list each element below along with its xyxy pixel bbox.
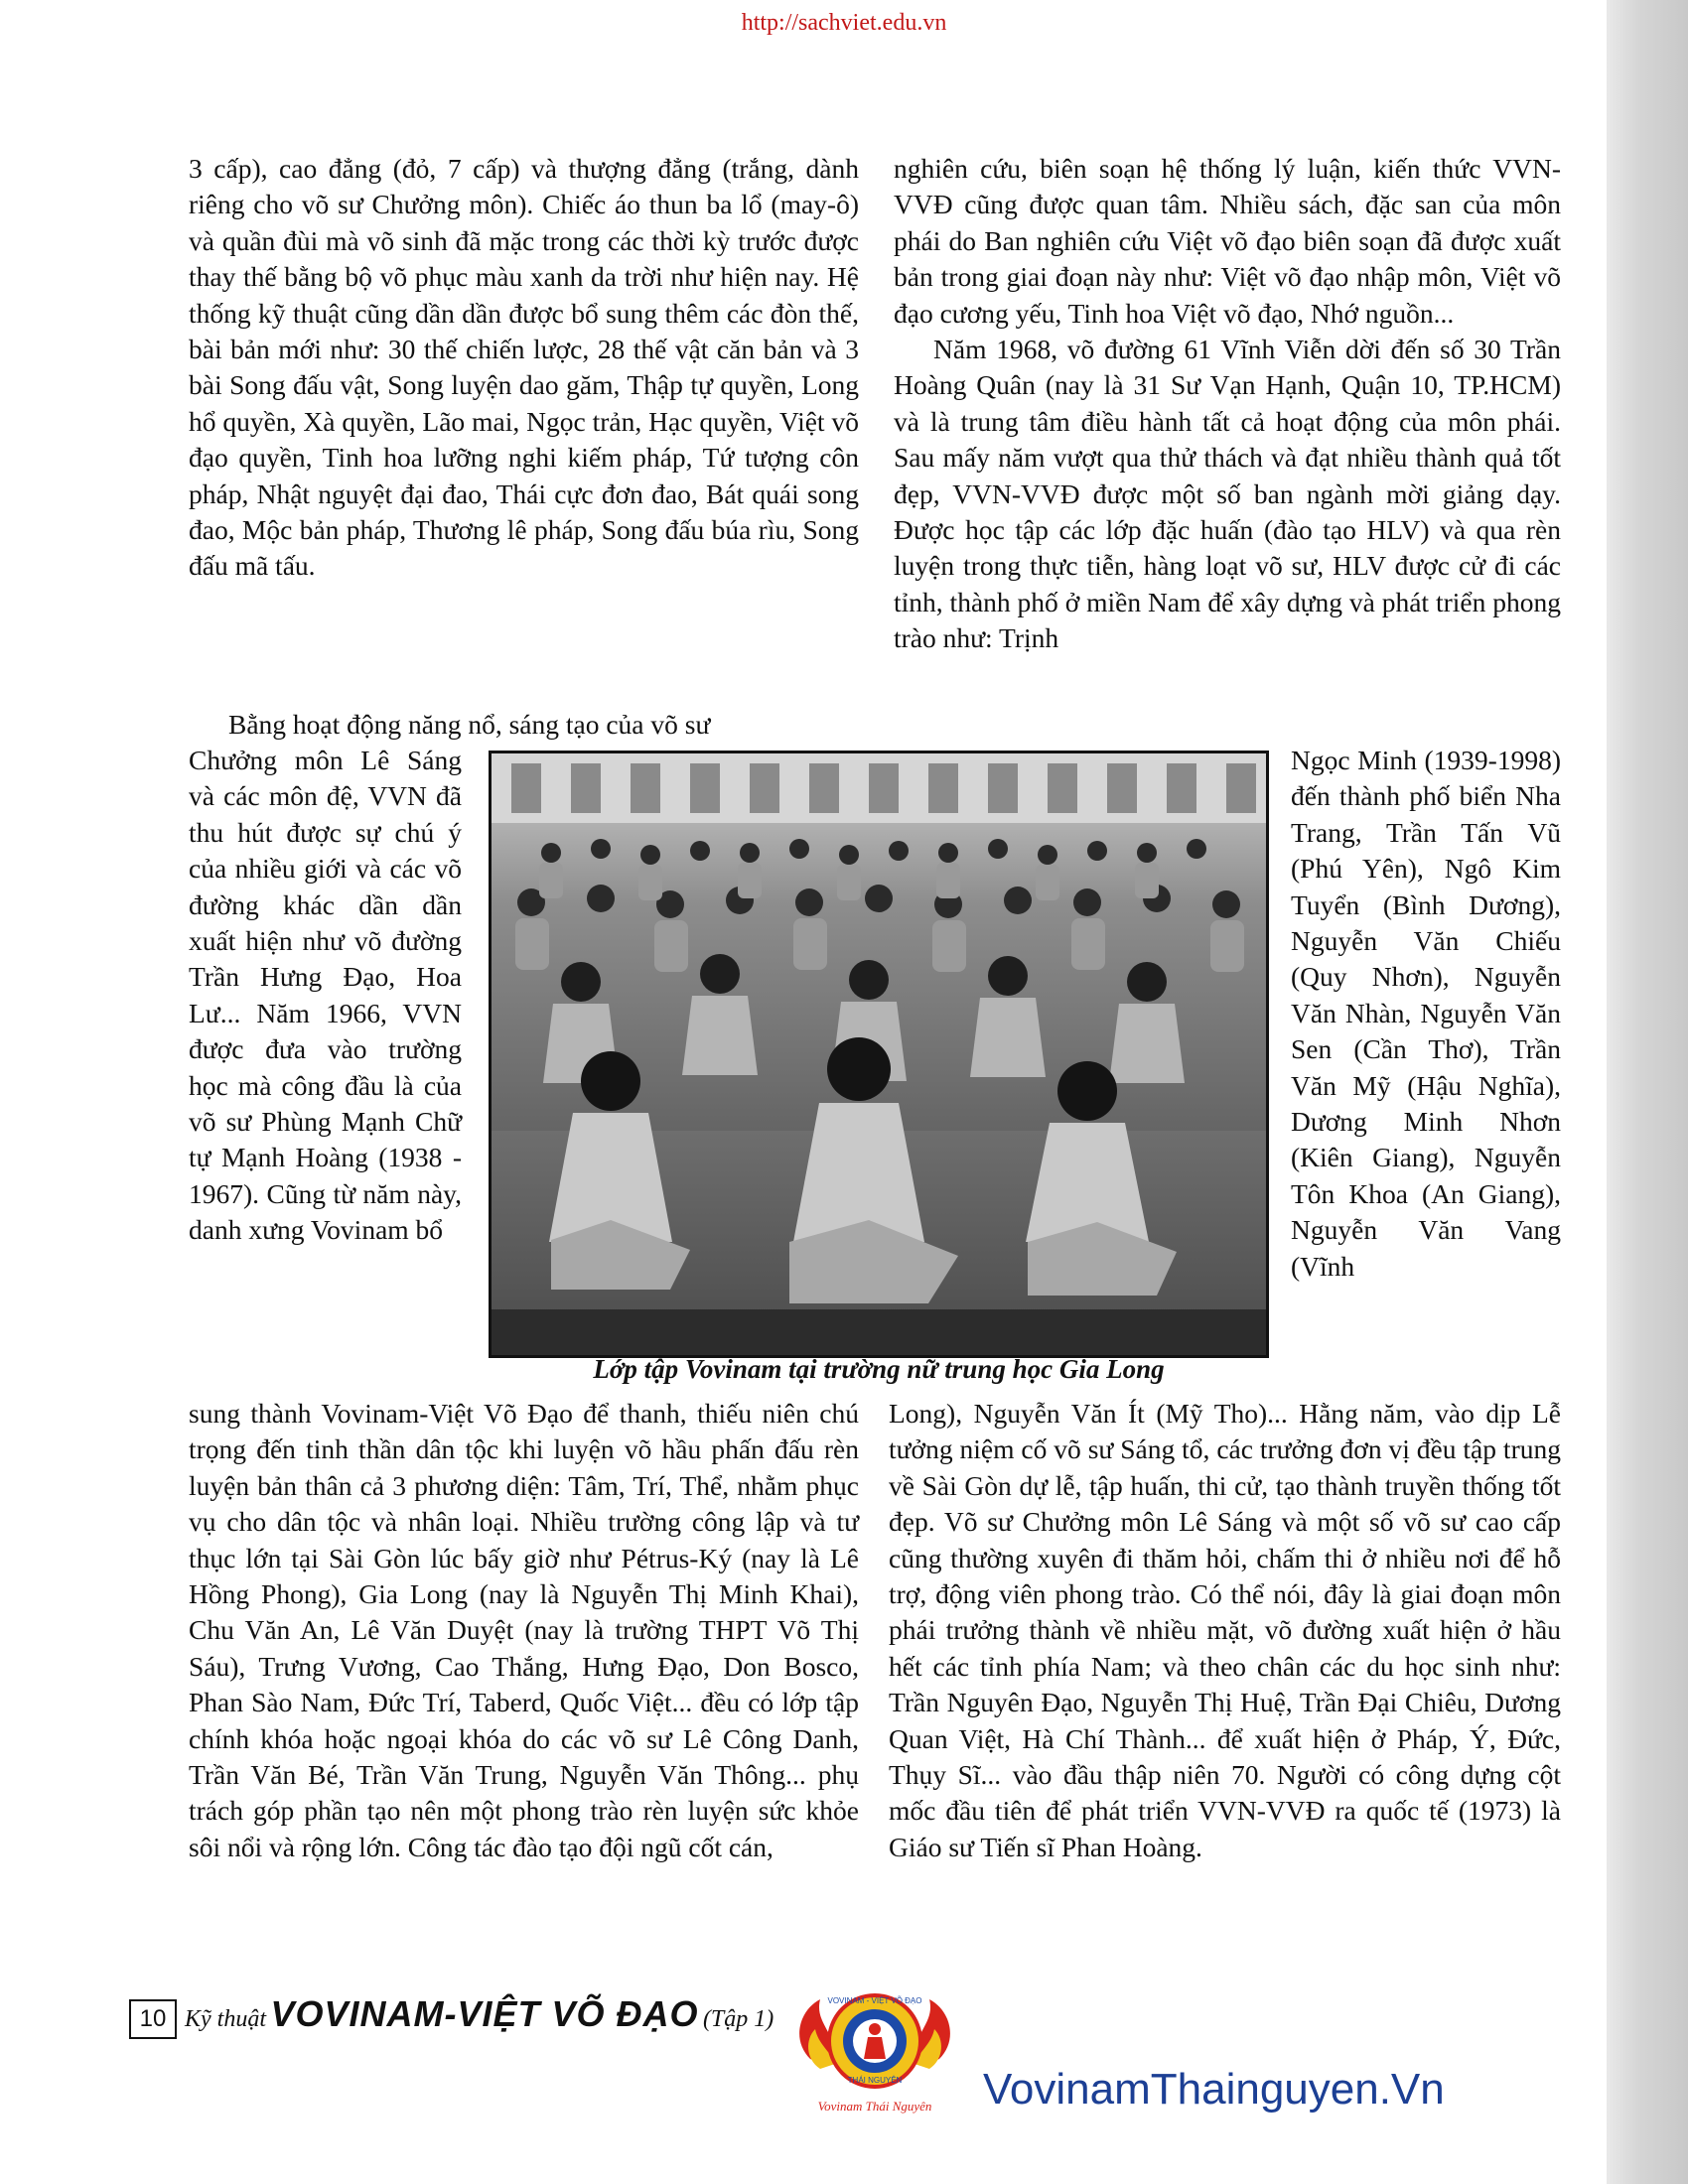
website-link[interactable]: VovinamThainguyen.Vn (983, 2065, 1445, 2114)
left-column-bottom (189, 1396, 859, 1865)
book-title-suffix: (Tập 1) (702, 2006, 774, 2032)
left-column-top (189, 151, 859, 585)
right-paragraph-2: Năm 1968, võ đường 61 Vĩnh Viễn dời đến số 30 Trần Hoàng Quân (nay là 31 Sư Vạn Hạnh, Quận 10, TP.HCM) và là trung tâm điều hành tất cả hoạt động của môn phái. Sau mấy năm vượt qua thử thách và đạt nhiều thành quả tốt đẹp, VVN-VVĐ được một số ban ngành mời giảng dạy. Được học tập các lớp đặc huấn (đào tạo HLV) và qua rèn luyện trong thực tiễn, hàng loạt võ sư, HLV được cử đi các tỉnh, thành phố ở miền Nam để xây dựng và phát triển phong trào như: Trịnh (894, 334, 1561, 654)
right-paragraph-wrap: Ngọc Minh (1939-1998) đến thành phố biển Nha Trang, Trần Tấn Vũ (Phú Yên), Ngô Kim Tuyển (Bình Dương), Nguyễn Văn Chiếu (Quy Nhơn), Nguyễn Văn Nhàn, Nguyễn Văn Sen (Cần Thơ), Trần Văn Mỹ (Hậu Nghĩa), Dương Minh Nhơn (Kiên Giang), Nguyễn Tôn Khoa (An Giang), Nguyễn Văn Vang (Vĩnh (1291, 745, 1561, 1282)
left-paragraph-2-rest: sung thành Vovinam-Việt Võ Đạo để thanh, thiếu niên chú trọng đến tinh thần dân tộc khi luyện võ hầu phấn đấu rèn luyện bản thân cả 3 phương diện: Tâm, Trí, Thể, nhằm phục vụ cho dân tộc và nhân loại. Nhiều trường công lập và tư thục lớn tại Sài Gòn lúc bấy giờ như Pétrus-Ký (nay là Lê Hồng Phong), Gia Long (nay là Nguyễn Thị Minh Khai), Chu Văn An, Lê Văn Duyệt (nay là trường THPT Võ Thị Sáu), Trưng Vương, Cao Thắng, Hưng Đạo, Don Bosco, Phan Sào Nam, Đức Trí, Taberd, Quốc Việt... đều có lớp tập chính khóa hoặc ngoại khóa do các võ sư Lê Công Danh, Trần Văn Bé, Trần Văn Trung, Nguyễn Văn Thông... phụ trách góp phần tạo nên một phong trào rèn luyện sức khỏe sôi nổi và rộng lớn. Công tác đào tạo đội ngũ cốt cán, (189, 1398, 859, 1862)
page-number: 10 (129, 1999, 177, 2039)
book-title-prefix: Kỹ thuật (185, 2006, 266, 2032)
right-paragraph-rest: Long), Nguyễn Văn Ít (Mỹ Tho)... Hằng năm, vào dịp Lễ tưởng niệm cố võ sư Sáng tổ, các trưởng đơn vị đều tập trung về Sài Gòn dự lễ, tập huấn, thi cử, tạo thành truyền thống tốt đẹp. Võ sư Chưởng môn Lê Sáng và một số võ sư cao cấp cũng thường xuyên đi thăm hỏi, chấm thi ở nhiều nơi để hỗ trợ, động viên phong trào. Có thể nói, đây là giai đoạn môn phái trưởng thành về nhiều mặt, võ đường xuất hiện ở hầu hết các tỉnh phía Nam; và theo chân các du học sinh như: Trần Nguyên Đạo, Nguyễn Thị Huệ, Trần Đại Chiêu, Dương Quan Việt, Hà Chí Thành... để xuất hiện ở Pháp, Ý, Đức, Thụy Sĩ... vào đầu thập niên 70. Người có công dựng cột mốc đầu tiên để phát triển VVN-VVĐ ra quốc tế (1973) là Giáo sư Tiến sĩ Phan Hoàng. (889, 1398, 1561, 1862)
left-column-para2-lead (189, 707, 859, 743)
left-paragraph-1: 3 cấp), cao đẳng (đỏ, 7 cấp) và thượng đẳng (trắng, dành riêng cho võ sư Chưởng môn). Chiếc áo thun ba lổ (may-ô) và quần đùi mà võ sinh đã mặc trong các thời kỳ trước được thay thế bằng bộ võ phục màu xanh da trời như hiện nay. Hệ thống kỹ thuật cũng dần dần được bổ sung thêm các đòn thế, bài bản mới như: 30 thế chiến lược, 28 thế vật căn bản và 3 bài Song đấu vật, Song luyện dao găm, Thập tự quyền, Long hổ quyền, Xà quyền, Lão mai, Ngọc trản, Hạc quyền, Việt võ đạo quyền, Tinh hoa lưỡng nghi kiếm pháp, Tứ tượng côn pháp, Nhật nguyệt đại đao, Thái cực đơn đao, Bát quái song đao, Mộc bản pháp, Thương lê pháp, Song đấu búa rìu, Song đấu mã tấu. (189, 153, 859, 582)
logo-ring-text: VOVINAM - VIỆT VÕ ĐẠO (827, 1996, 922, 2005)
right-paragraph-1: nghiên cứu, biên soạn hệ thống lý luận, kiến thức VVN-VVĐ cũng được quan tâm. Nhiều sách, đặc san của môn phái do Ban nghiên cứu Việt võ đạo biên soạn đã được xuất bản trong giai đoạn này như: Việt võ đạo nhập môn, Việt võ đạo cương yếu, Tinh hoa Việt võ đạo, Nhớ nguồn... (894, 153, 1561, 329)
photo-caption: Lớp tập Vovinam tại trường nữ trung học Gia Long (593, 1354, 1165, 1384)
vovinam-logo-icon (780, 1979, 969, 2128)
left-paragraph-2-lead: Bằng hoạt động năng nổ, sáng tạo của võ sư (228, 709, 711, 740)
vovinam-logo (780, 1979, 969, 2128)
left-column-wrap (189, 743, 462, 1249)
book-title-main: VOVINAM-VIỆT VÕ ĐẠO (270, 1993, 699, 2034)
right-column-bottom (889, 1396, 1561, 1865)
right-column-wrap (1291, 743, 1561, 1285)
book-title (185, 1993, 774, 2035)
logo-signature: Vovinam Thái Nguyên (817, 2099, 932, 2114)
logo-bottom-text: THÁI NGUYÊN (847, 2076, 903, 2085)
left-paragraph-2-wrap: Chưởng môn Lê Sáng và các môn đệ, VVN đã thu hút được sự chú ý của nhiều giới và các võ đường khác dần dần xuất hiện như võ đường Trần Hưng Đạo, Hoa Lư... Năm 1966, VVN được đưa vào trường học mà công đầu là của võ sư Phùng Mạnh Chữ tự Mạnh Hoàng (1938 - 1967). Cũng từ năm này, danh xưng Vovinam bổ (189, 745, 462, 1246)
class-photo (489, 751, 1269, 1358)
right-column-top (894, 151, 1561, 657)
source-url[interactable]: http://sachviet.edu.vn (741, 10, 947, 36)
class-photo-image (492, 753, 1266, 1355)
scan-edge (1607, 0, 1688, 2184)
